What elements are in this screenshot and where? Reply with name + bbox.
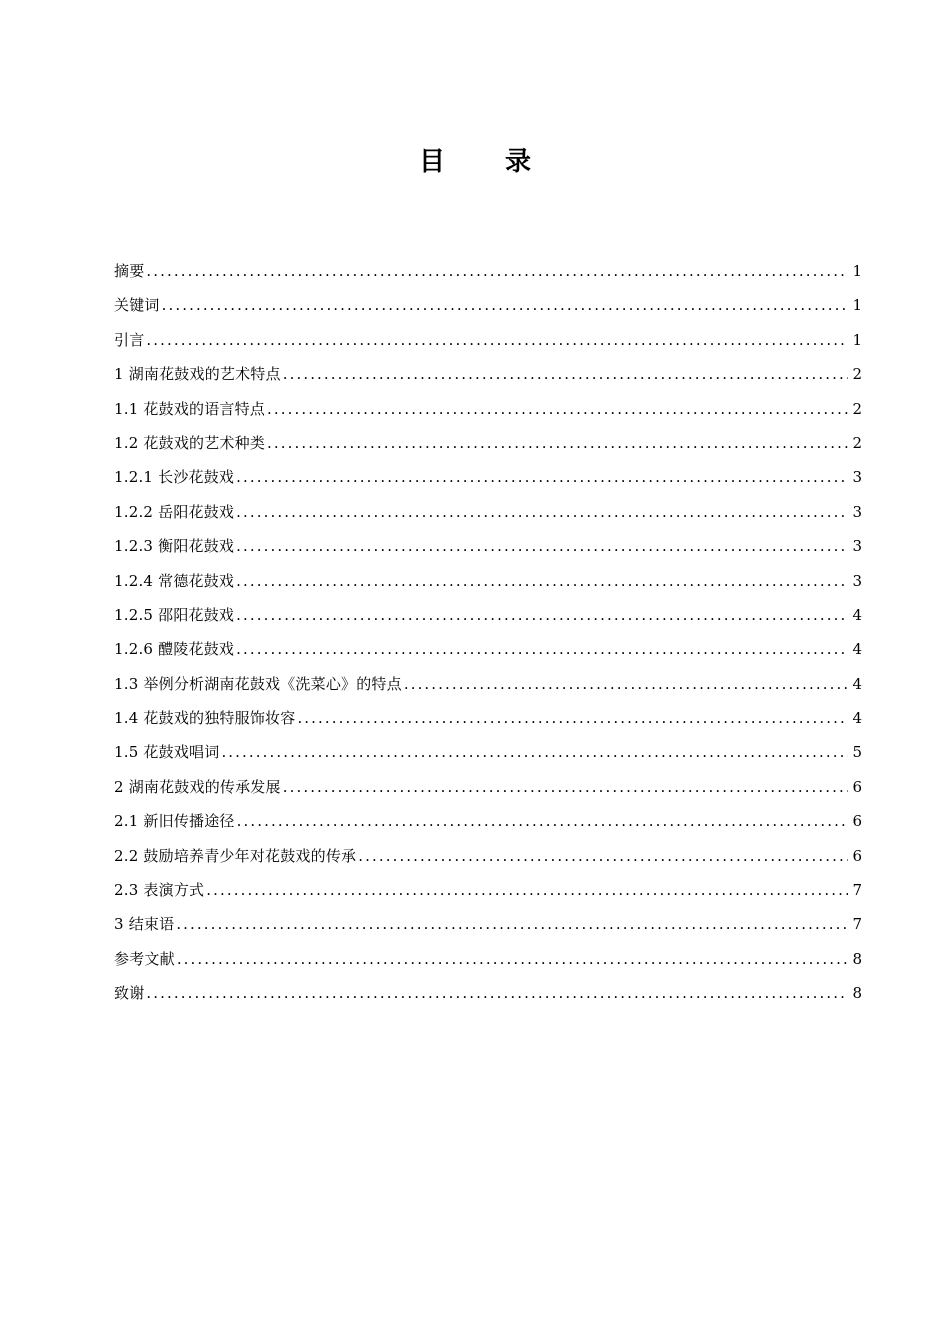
toc-entry[interactable] <box>114 810 862 844</box>
toc-entry-label: 1.1 花鼓戏的语言特点 <box>114 399 266 418</box>
toc-entry-page: 8 <box>852 949 862 968</box>
toc-dot-leader <box>146 984 848 1002</box>
toc-entry-label: 1.4 花鼓戏的独特服饰妆容 <box>114 709 296 728</box>
toc-dot-leader <box>237 812 848 830</box>
toc-dot-leader <box>297 709 848 727</box>
toc-entry-label: 1.2.6 醴陵花鼓戏 <box>114 640 235 659</box>
toc-entry-label: 1.2.2 岳阳花鼓戏 <box>114 502 235 521</box>
toc-entry-page: 3 <box>852 571 862 590</box>
toc-entry[interactable] <box>114 329 862 363</box>
toc-entry-page: 4 <box>852 605 862 624</box>
toc-dot-leader <box>267 400 848 418</box>
toc-entry-label: 参考文献 <box>114 949 175 968</box>
toc-dot-leader <box>162 296 848 314</box>
toc-entry-page: 8 <box>852 984 862 1003</box>
toc-dot-leader <box>177 950 848 968</box>
toc-entry-page: 2 <box>852 365 862 384</box>
toc-entry-page: 6 <box>852 846 862 865</box>
toc-entry[interactable] <box>114 673 862 707</box>
toc-entry-page: 4 <box>852 709 862 728</box>
toc-entry[interactable] <box>114 707 862 741</box>
toc-entry-page: 2 <box>852 399 862 418</box>
toc-entry-label: 1 湖南花鼓戏的艺术特点 <box>114 365 281 384</box>
toc-entry[interactable] <box>114 535 862 569</box>
toc-entry-page: 4 <box>852 674 862 693</box>
toc-entry-page: 1 <box>852 296 862 315</box>
toc-entry[interactable] <box>114 638 862 672</box>
toc-dot-leader <box>206 881 848 899</box>
toc-entry[interactable] <box>114 570 862 604</box>
toc-entry-page: 3 <box>852 468 862 487</box>
toc-entry-page: 7 <box>852 881 862 900</box>
toc-entry-page: 5 <box>852 743 862 762</box>
toc-entry-page: 7 <box>852 915 862 934</box>
toc-dot-leader <box>236 503 848 521</box>
toc-dot-leader <box>283 778 848 796</box>
toc-entry-page: 3 <box>852 537 862 556</box>
toc-entry-label: 1.5 花鼓戏唱词 <box>114 743 220 762</box>
toc-entry[interactable] <box>114 604 862 638</box>
toc-entry-label: 1.3 举例分析湖南花鼓戏《洗菜心》的特点 <box>114 674 402 693</box>
toc-entry-label: 1.2 花鼓戏的艺术种类 <box>114 433 266 452</box>
toc-dot-leader <box>176 915 848 933</box>
toc-title: 目录 <box>418 147 591 177</box>
toc-entry[interactable] <box>114 741 862 775</box>
toc-entry-label: 1.2.3 衡阳花鼓戏 <box>114 537 235 556</box>
toc-dot-leader <box>221 743 848 761</box>
toc-dot-leader <box>283 365 848 383</box>
toc-entry-label: 摘要 <box>114 262 145 280</box>
toc-dot-leader <box>146 331 848 349</box>
toc-dot-leader <box>236 572 848 590</box>
toc-entry[interactable] <box>114 776 862 810</box>
toc-entry-label: 1.2.1 长沙花鼓戏 <box>114 468 235 487</box>
toc-entry[interactable] <box>114 432 862 466</box>
toc-dot-leader <box>146 262 848 280</box>
toc-entry-page: 3 <box>852 502 862 521</box>
toc-entry[interactable] <box>114 845 862 879</box>
toc-entry-page: 2 <box>852 433 862 452</box>
toc-dot-leader <box>236 537 848 555</box>
toc-entry[interactable] <box>114 466 862 500</box>
toc-entry[interactable] <box>114 501 862 535</box>
toc-entry[interactable] <box>114 913 862 947</box>
toc-entry-label: 2 湖南花鼓戏的传承发展 <box>114 777 281 796</box>
toc-entry-label: 2.2 鼓励培养青少年对花鼓戏的传承 <box>114 846 357 865</box>
toc-entry-page: 4 <box>852 640 862 659</box>
toc-entry-page: 1 <box>852 330 862 349</box>
toc-entry-label: 1.2.4 常德花鼓戏 <box>114 571 235 590</box>
toc-entry[interactable] <box>114 363 862 397</box>
toc-entry-label: 关键词 <box>114 296 160 315</box>
toc-dot-leader <box>236 468 848 486</box>
toc-dot-leader <box>404 675 848 693</box>
toc-dot-leader <box>267 434 848 452</box>
toc-dot-leader <box>358 847 848 865</box>
toc-entry[interactable] <box>114 260 862 294</box>
toc-entry-label: 2.3 表演方式 <box>114 881 205 900</box>
toc-entry-label: 2.1 新旧传播途径 <box>114 812 235 831</box>
toc-entry-page: 1 <box>852 262 862 280</box>
toc-entry[interactable] <box>114 879 862 913</box>
toc-entry-label: 1.2.5 邵阳花鼓戏 <box>114 605 235 624</box>
toc-entry[interactable] <box>114 948 862 982</box>
toc-dot-leader <box>236 606 848 624</box>
toc-list <box>114 260 862 1017</box>
toc-entry-label: 引言 <box>114 330 145 349</box>
toc-entry-page: 6 <box>852 777 862 796</box>
toc-entry-label: 3 结束语 <box>114 915 175 934</box>
toc-entry-page: 6 <box>852 812 862 831</box>
toc-dot-leader <box>236 640 848 658</box>
toc-entry-label: 致谢 <box>114 984 145 1003</box>
toc-entry[interactable] <box>114 294 862 328</box>
toc-entry[interactable] <box>114 398 862 432</box>
toc-entry[interactable] <box>114 982 862 1016</box>
